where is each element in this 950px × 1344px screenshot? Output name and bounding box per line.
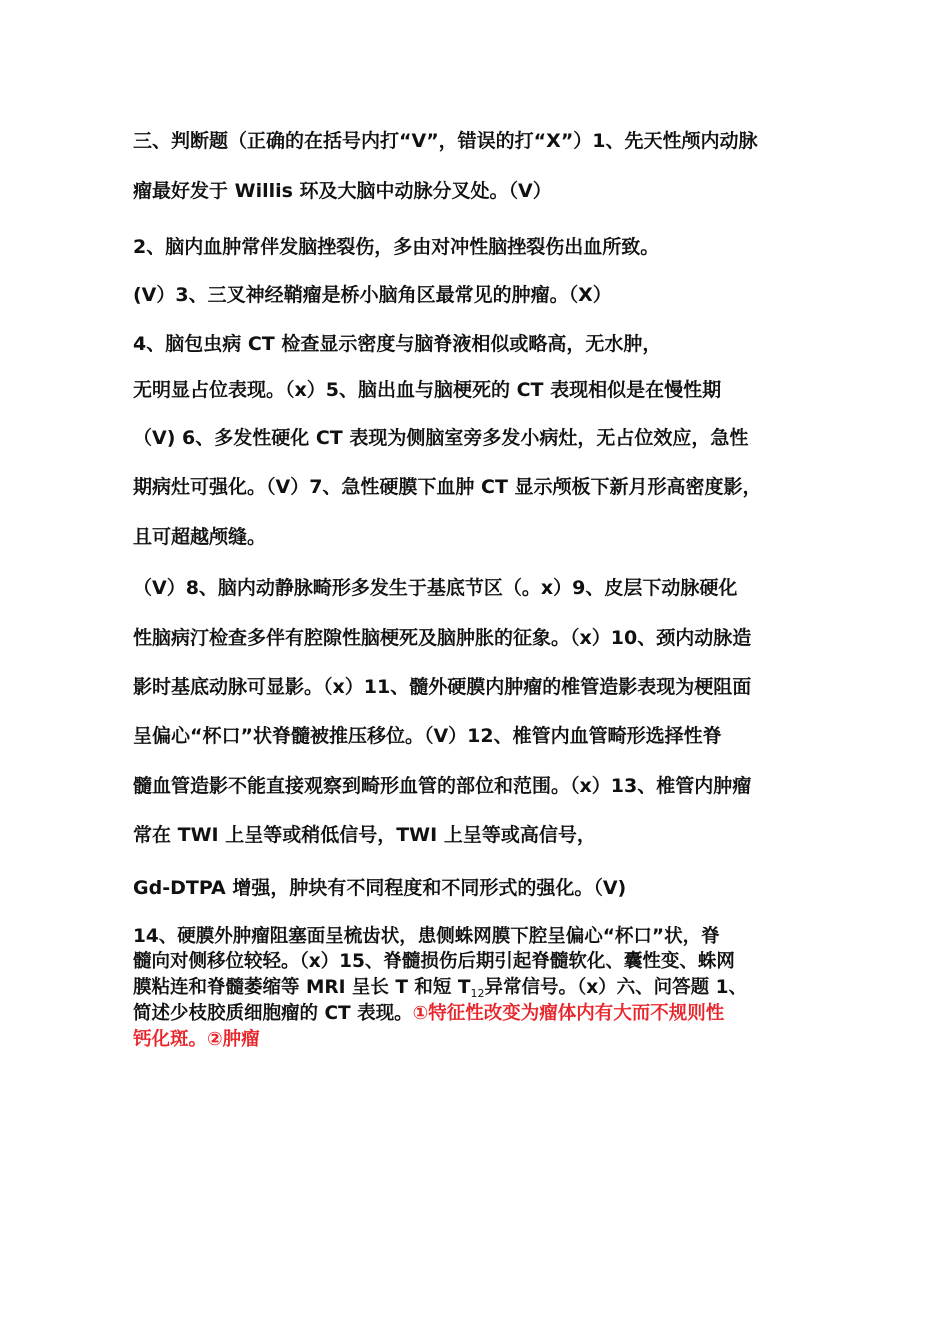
text-line: 髓血管造影不能直接观察到畸形血管的部位和范围。（x）13、椎管内肿瘤 (133, 775, 752, 797)
text-line: 呈偏心“杯口”状脊髓被推压移位。（V）12、椎管内血管畸形选择性脊 (133, 725, 722, 747)
text-line: （V）8、脑内动静脉畸形多发生于基底节区（。x）9、皮层下动脉硬化 (133, 577, 738, 599)
text-line: 期病灶可强化。（V）7、急性硬膜下血肿 CT 显示颅板下新月形高密度影， (133, 476, 762, 498)
text-line: 髓向对侧移位较轻。（x）15、脊髓损伤后期引起脊髓软化、囊性变、蛛网 (133, 951, 735, 972)
text-line: 且可超越颅缝。 (133, 526, 267, 548)
text-segment: 简述少枝胶质细胞瘤的 CT 表现。 (133, 1003, 413, 1024)
text-line: 影时基底动脉可显影。（x）11、髓外硬膜内肿瘤的椎管造影表现为梗阻面 (133, 676, 752, 698)
text-line: Gd-DTPA 增强，肿块有不同程度和不同形式的强化。（V) (133, 877, 627, 899)
text-line: 4、脑包虫病 CT 检查显示密度与脑脊液相似或略高，无水肿， (133, 333, 662, 355)
text-line: 常在 TWI 上呈等或稍低信号，TWI 上呈等或高信号， (133, 824, 596, 846)
text-line: 性脑病汀检查多伴有腔隙性脑梗死及脑肿胀的征象。（x）10、颈内动脉造 (133, 627, 752, 649)
text-line (133, 973, 747, 999)
answer-text: ①特征性改变为瘤体内有大而不规则性 (412, 1003, 725, 1024)
answer-text: 钙化斑。②肿瘤 (133, 1029, 260, 1050)
text-line (133, 999, 724, 1025)
subscript: 12 (470, 987, 485, 1000)
text-line: 瘤最好发于 Willis 环及大脑中动脉分叉处。（V） (133, 180, 552, 202)
text-line: 14、硬膜外肿瘤阻塞面呈梳齿状，患侧蛛网膜下腔呈偏心“杯口”状，脊 (133, 926, 720, 947)
text-line: 2、脑内血肿常伴发脑挫裂伤，多由对冲性脑挫裂伤出血所致。 (133, 236, 660, 258)
text-segment: 膜粘连和脊髓萎缩等 MRI 呈长 T 和短 T (133, 977, 471, 998)
text-segment: 异常信号。（x）六、问答题 1、 (484, 977, 747, 998)
text-line: （V) 6、多发性硬化 CT 表现为侧脑室旁多发小病灶，无占位效应，急性 (133, 427, 749, 449)
text-line: 三、判断题（正确的在括号内打“V”，错误的打“X”）1、先天性颅内动脉 (133, 130, 758, 152)
text-line: (V）3、三叉神经鞘瘤是桥小脑角区最常见的肿瘤。（X） (133, 284, 612, 306)
text-line: 无明显占位表现。（x）5、脑出血与脑梗死的 CT 表现相似是在慢性期 (133, 379, 722, 401)
